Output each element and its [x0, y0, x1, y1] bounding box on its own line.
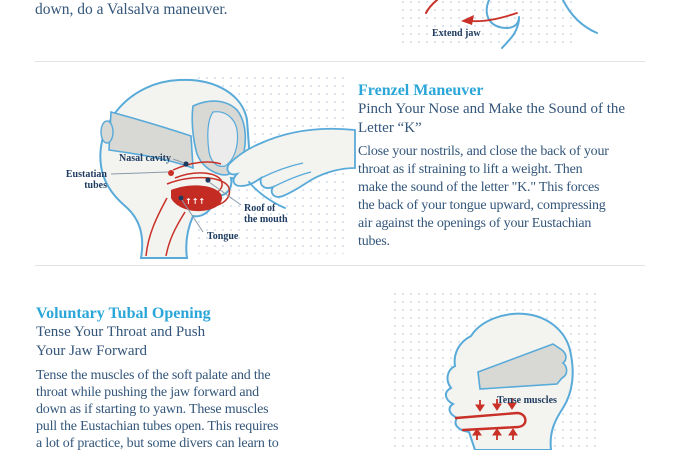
tongue-up-arrows: ↑↑↑ — [185, 197, 206, 206]
frenzel-body-line: make the sound of the letter "K." This forces — [358, 180, 600, 195]
frenzel-body-line: throat as if straining to lift a weight. Then — [358, 162, 583, 177]
vto-body-line: down as if starting to yawn. These muscles — [36, 402, 269, 417]
vto-heading: Voluntary Tubal Opening — [36, 305, 211, 322]
tongue-dot — [179, 196, 184, 201]
frenzel-body-line: Close your nostrils, and close the back of your — [358, 144, 609, 159]
frenzel-body — [358, 143, 625, 251]
mask-lens — [208, 112, 238, 167]
section-divider — [35, 61, 645, 62]
roof-of-mouth-label-line1: Roof of — [244, 203, 276, 214]
roof-of-mouth-label-line2: the mouth — [244, 214, 288, 225]
vto-illustration — [385, 292, 660, 450]
vto-subtitle-line: Your Jaw Forward — [36, 343, 147, 359]
eustachian-dot — [168, 170, 174, 176]
tongue-label: Tongue — [207, 231, 239, 242]
vto-section — [36, 304, 279, 450]
nasal-cavity-label: Nasal cavity — [119, 153, 171, 164]
roof-dot — [205, 177, 210, 182]
vto-body-line: pull the Eustachian tubes open. This requires — [36, 419, 279, 434]
frenzel-subtitle — [358, 100, 625, 138]
vto-body — [36, 367, 279, 450]
frenzel-body-line: tubes. — [358, 234, 390, 249]
eustatian-tubes-label-line2: tubes — [84, 180, 107, 191]
extend-jaw-label: Extend jaw — [432, 28, 481, 39]
valsalva-text-fragment: down, do a Valsalva maneuver. — [35, 1, 228, 18]
nasal-cavity-dot — [183, 161, 188, 166]
eustatian-tubes-label-line1: Eustatian — [65, 169, 107, 180]
frenzel-body-line: air against the openings of your Eustachian — [358, 216, 592, 231]
frenzel-subtitle-line: Pinch Your Nose and Make the Sound of the — [358, 101, 626, 117]
frenzel-heading: Frenzel Maneuver — [358, 82, 484, 99]
frenzel-subtitle-line: Letter “K” — [358, 120, 422, 136]
vto-subtitle-line: Tense Your Throat and Push — [36, 324, 206, 340]
vto-body-line: throat while pushing the jaw forward and — [36, 385, 259, 400]
strap-buckle — [101, 121, 113, 143]
frenzel-section — [358, 81, 625, 251]
vto-subtitle — [36, 323, 279, 361]
vto-body-line: a lot of practice, but some divers can learn to — [36, 436, 279, 450]
frenzel-illustration — [45, 68, 355, 258]
valsalva-illustration — [385, 0, 640, 48]
section-divider — [35, 265, 645, 266]
frenzel-body-line: the back of your tongue upward, compressing — [358, 198, 606, 213]
tense-muscles-label: Tense muscles — [497, 395, 557, 406]
vto-body-line: Tense the muscles of the soft palate and the — [36, 368, 271, 383]
